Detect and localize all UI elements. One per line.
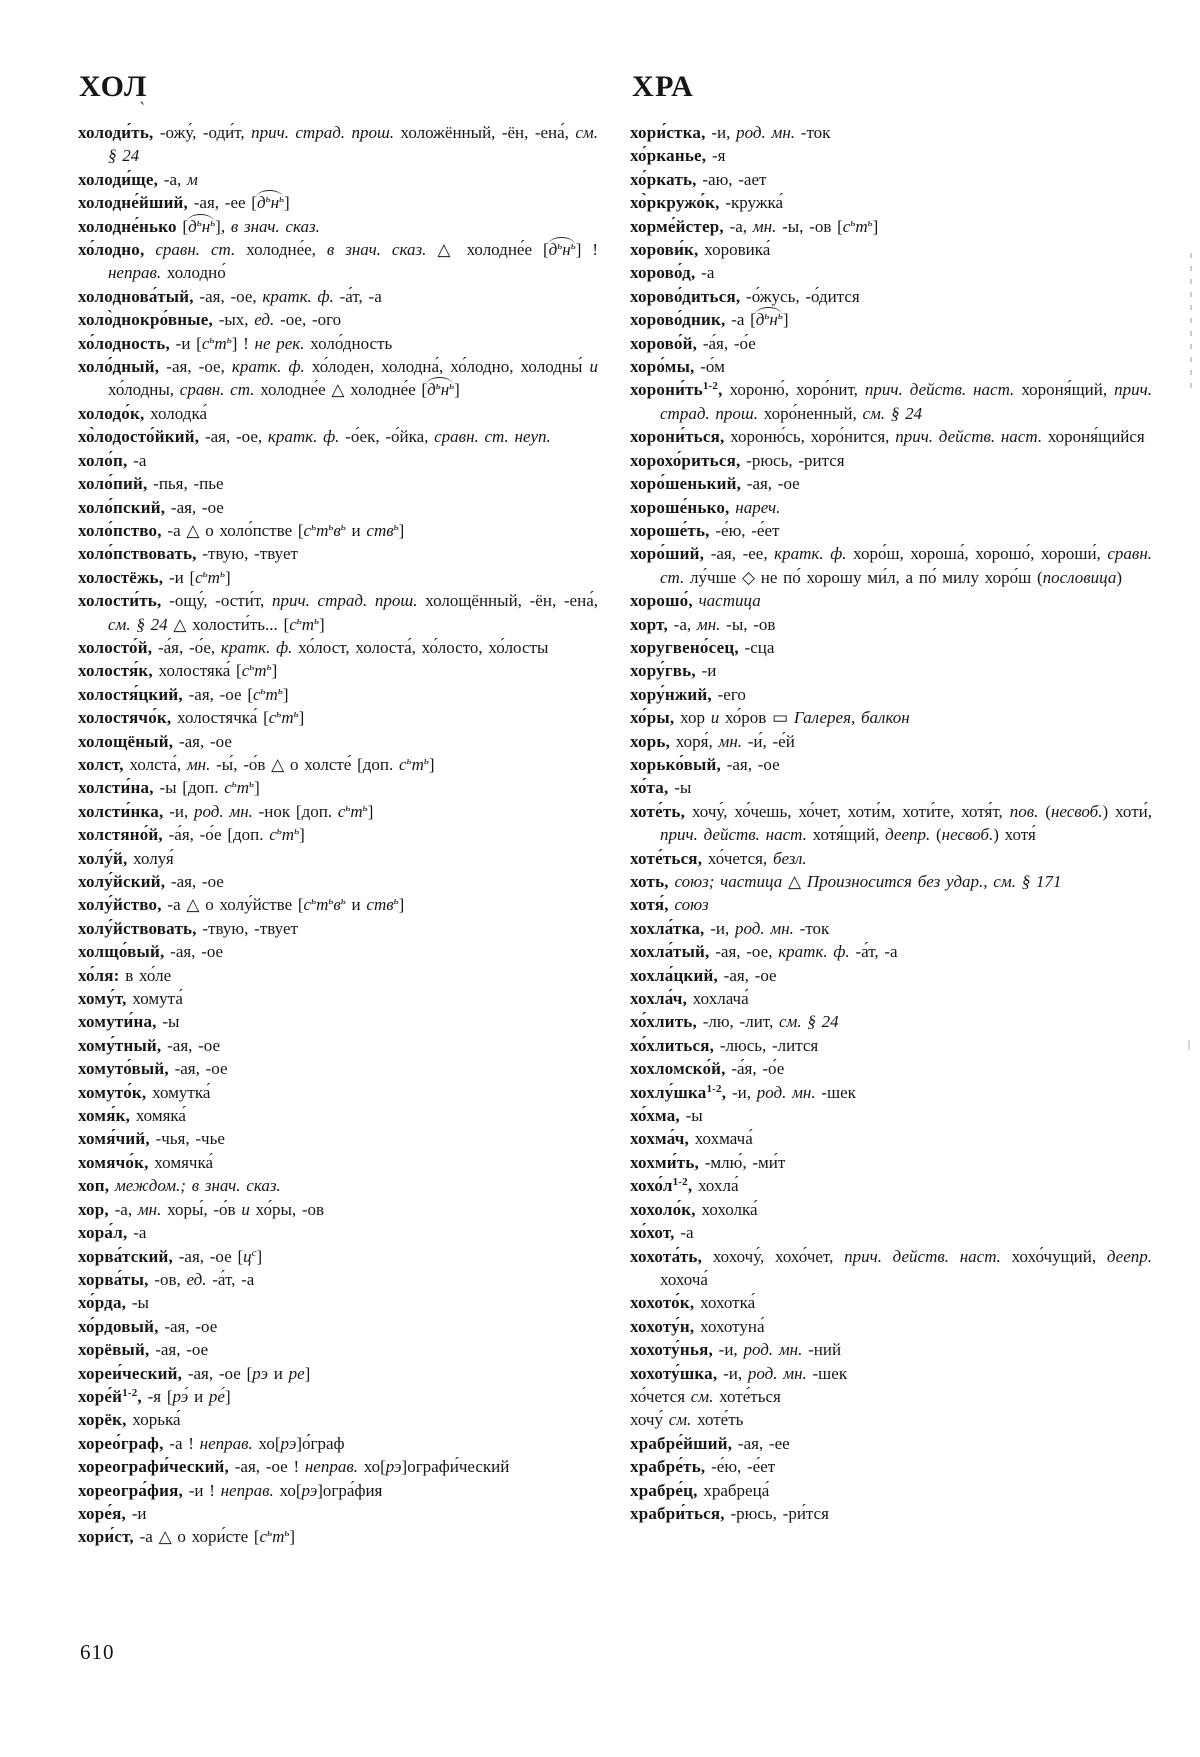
dictionary-entry: хомути́на, -ы: [78, 1012, 180, 1032]
dictionary-entry: хо́рда, -ы: [78, 1293, 149, 1313]
dictionary-entry: хохоту́нья, -и, род. мн. -ний: [630, 1340, 842, 1360]
dictionary-entry: хо́лодно, сравн. ст. холодне́е, в знач. сказ. △ холодне́е $[д^ьн^ь]$ ! неправ. холодно́: [78, 240, 599, 283]
dictionary-entry: холодне́нько $[д^ьн^ь]$, в знач. сказ.: [78, 216, 320, 236]
dictionary-entry: хомя́чий, -чья, -чье: [78, 1129, 225, 1149]
dictionary-entry: хорько́вый, -ая, -ое: [630, 754, 780, 774]
dictionary-entry: хоро́ший, -ая, -ее, кратк. ф. хоро́ш, хороша́, хорошо́, хороши́, сравн. ст. лу́чше ◇ не по́ хорошу ми́л, а по́ милу хоро́ш (пословица): [630, 544, 1152, 587]
dictionary-entry: хо́лодность, -и $[с^ьт^ь]$ ! не рек. холо́дность: [78, 333, 393, 353]
dictionary-entry: хо́та, -ы: [630, 778, 692, 798]
dictionary-entry: хорва́ты, -ов, ед. -а́т, -а: [78, 1269, 255, 1289]
dictionary-entry: холо́дный, -ая, -ое, кратк. ф. хо́лоден, холодна́, хо́лодно, холодны́ и хо́лодны, сравн. ст. холодне́е △ холодне́е $[д^ьн^ь]$: [78, 357, 598, 400]
dictionary-entry: хохота́ть, хохочу́, хохо́чет, прич. действ. наст. хохо́чущий, деепр. хохоча́: [630, 1246, 1152, 1289]
phonetic-arc: $д^ьн^ь$: [427, 380, 455, 400]
phonetic-arc: $д^ьн^ь$: [256, 193, 285, 213]
dictionary-entry: холу́йство, -а △ о холу́йстве [$с^ьт^ьв^ь$ и ств$^ь$]: [78, 895, 405, 915]
dictionary-entry: хо́ля: в хо́ле: [78, 965, 172, 985]
dictionary-entry: хохла́ч, хохлача́: [630, 989, 749, 1009]
dictionary-entry: хохла́тка, -и, род. мн. -ток: [630, 918, 830, 938]
dictionary-entry: хора́л, -а: [78, 1223, 147, 1243]
phonetic-arc: $д^ьн^ь$: [548, 240, 576, 260]
left-column: [78, 121, 598, 1549]
dictionary-entry: хо́ры, хор и хо́ров ▭ Галерея, балкон: [630, 708, 910, 728]
dictionary-entry: хому́тный, -ая, -ое: [78, 1035, 221, 1055]
dictionary-entry: хорёвый, -ая, -ое: [78, 1340, 209, 1360]
dictionary-entry: хороше́ть, -е́ю, -е́ет: [630, 520, 780, 540]
phonetic-arc: $д^ьн^ь$: [188, 216, 216, 236]
dictionary-entry: хо́ркать, -аю, -ает: [630, 169, 767, 189]
dictionary-entry: хор, -а, мн. хоры́, -о́в и хо́ры, -ов: [78, 1199, 325, 1219]
dictionary-entry: хохла́цкий, -ая, -ое: [630, 965, 777, 985]
dictionary-entry: хоро́мы, -о́м: [630, 357, 725, 377]
dictionary-entry: хорово́й, -а́я, -о́е: [630, 333, 756, 353]
dictionary-entry: хореогра́фия, -и ! неправ. хо[рэ]огра́фия: [78, 1480, 383, 1500]
right-column: [630, 121, 1152, 1525]
dictionary-entry: хорови́к, хоровика́: [630, 240, 771, 260]
dictionary-entry: хохломско́й, -а́я, -о́е: [630, 1059, 785, 1079]
dictionary-entry: хоп, междом.; в знач. сказ.: [78, 1176, 281, 1196]
dictionary-entry: храбре́ть, -е́ю, -е́ет: [630, 1457, 776, 1477]
dictionary-entry: холщо́вый, -ая, -ое: [78, 942, 224, 962]
dictionary-entry: $хохо́л^{1-2}$, хохла́: [630, 1176, 739, 1196]
dictionary-entry: хохла́тый, -ая, -ое, кратк. ф. -а́т, -а: [630, 942, 898, 962]
dictionary-entry: хохоту́н, хохотуна́: [630, 1316, 765, 1336]
dictionary-entry: хо́хма, -ы: [630, 1106, 703, 1126]
dictionary-entry: хо́хлиться, -люсь, -лится: [630, 1035, 819, 1055]
dictionary-entry: хореографи́ческий, -ая, -ое ! неправ. хо[рэ]ографи́ческий: [78, 1457, 510, 1477]
dictionary-entry: хоро́шенький, -ая, -ое: [630, 474, 800, 494]
dictionary-entry: холсти́нка, -и, род. мн. -нок [доп. $с^ьт^ь$]: [78, 801, 374, 821]
print-artifact-accent: `: [136, 98, 146, 121]
dictionary-entry: хоть, союз; частица △ Произносится без удар., см. § 171: [630, 872, 1062, 891]
dictionary-entry: хохоту́шка, -и, род. мн. -шек: [630, 1363, 848, 1383]
dictionary-entry: холодне́йший, -ая, -ее $[д^ьн^ь]$: [78, 193, 290, 213]
dictionary-entry: холу́йствовать, -твую, -твует: [78, 918, 298, 938]
dictionary-entry: холодо́к, холодка́: [78, 403, 207, 423]
dictionary-entry: хорео́граф, -а ! неправ. хо[рэ]о́граф: [78, 1433, 345, 1453]
dictionary-entry: хохлу́шка$^{1-2}$, -и, род. мн. -шек: [630, 1082, 856, 1102]
dictionary-entry: хори́ст, -а △ о хори́сте $[с^ьт^ь]$: [78, 1527, 296, 1547]
dictionary-entry: хорово́диться, -о́жусь, -о́дится: [630, 286, 860, 306]
dictionary-entry: хори́стка, -и, род. мн. -ток: [630, 123, 831, 142]
dictionary-entry: холо́п, -а: [78, 450, 147, 470]
dictionary-entry: холо̀днокро́вные, -ых, ед. -ое, -ого: [78, 310, 342, 330]
dictionary-entry: хору́гвь, -и: [630, 661, 717, 681]
scan-artifact: [1190, 253, 1192, 388]
dictionary-entry: холсти́на, -ы [доп. $с^ьт^ь$]: [78, 778, 260, 798]
dictionary-entry: хорохо́риться, -рюсь, -рится: [630, 450, 845, 470]
dictionary-entry: хорёк, хорька́: [78, 1410, 181, 1430]
page-number: 610: [80, 1640, 115, 1664]
dictionary-entry: холо́пство, -а △ о холо́пстве [$с^ьт^ьв^ь$ и ств$^ь$]: [78, 520, 405, 540]
dictionary-entry: хо̀ркружо́к, -кружка́: [630, 193, 784, 213]
dictionary-entry: хору́нжий, -его: [630, 684, 746, 704]
dictionary-entry: хочу́ см. хоте́ть: [630, 1410, 744, 1430]
dictionary-entry: холу́йский, -ая, -ое: [78, 872, 224, 891]
dictionary-entry: хорово́дник, -а $[д^ьн^ь]$: [630, 310, 789, 330]
dictionary-entry: холостёжь, -и $[с^ьт^ь]$: [78, 567, 231, 587]
dictionary-entry: хорме́йстер, -а, мн. -ы, -ов $[с^ьт^ь]$: [630, 216, 879, 236]
dictionary-entry: холостя́цкий, -ая, -ое $[с^ьт^ь]$: [78, 684, 289, 704]
dictionary-entry: хохото́к, хохотка́: [630, 1293, 756, 1313]
dictionary-entry: хорошо́, частица: [630, 591, 761, 611]
dictionary-entry: храбри́ться, -рюсь, -ри́тся: [630, 1503, 829, 1523]
dictionary-entry: хорово́д, -а: [630, 263, 715, 283]
dictionary-entry: холстяно́й, -а́я, -о́е [доп. $с^ьт^ь$]: [78, 825, 305, 845]
dictionary-entry: храбре́йший, -ая, -ее: [630, 1433, 790, 1453]
dictionary-entry: хорва́тский, -ая, -ое $[ц^с]$: [78, 1246, 263, 1266]
dictionary-entry: хорт, -а, мн. -ы, -ов: [630, 614, 776, 634]
scan-artifact: [1188, 1040, 1190, 1050]
dictionary-entry: холоди́ть, -ожу́, -оди́т, прич. страд. прош. холожённый, -ён, -ена́, см. § 24: [78, 123, 598, 166]
dictionary-entry: холости́ть, -ощу́, -ости́т, прич. страд. прош. холощённый, -ён, -ена́, см. § 24 △ холости́ть... $[с^ьт^ь]$: [78, 591, 598, 634]
dictionary-entry: хоте́ться, хо́чется, безл.: [630, 848, 807, 868]
dictionary-entry: хорь, хоря́, мн. -и́, -е́й: [630, 731, 795, 751]
dictionary-entry: хомя́к, хомяка́: [78, 1106, 186, 1126]
dictionary-entry: холоднова́тый, -ая, -ое, кратк. ф. -а́т, -а: [78, 286, 382, 306]
dictionary-entry: хорони́ться, хороню́сь, хоро́нится, прич. действ. наст. хороня́щийся: [630, 427, 1145, 447]
dictionary-entry: хо́хот, -а: [630, 1223, 694, 1243]
dictionary-entry: холо́пский, -ая, -ое: [78, 497, 224, 517]
dictionary-entry: хохми́ть, -млю́, -ми́т: [630, 1152, 786, 1172]
dictionary-entry: хо́чется см. хоте́ться: [630, 1386, 781, 1406]
dictionary-entry: холо́пствовать, -твую, -твует: [78, 544, 298, 564]
phonetic-arc: $д^ьн^ь$: [755, 310, 783, 330]
dictionary-entry: холст, холста́, мн. -ы́, -о́в △ о холсте́ [доп. $с^ьт^ь$]: [78, 754, 435, 774]
dictionary-entry: холо́пий, -пья, -пье: [78, 474, 224, 494]
dictionary-entry: хоругвено́сец, -сца: [630, 637, 775, 657]
dictionary-entry: $хоре́й^{1-2}$, -я [рэ́ и ре́]: [78, 1386, 231, 1406]
running-head-right: ХРА: [632, 70, 695, 103]
dictionary-entry: холу́й, холуя́: [78, 848, 174, 868]
dictionary-entry: хо́рканье, -я: [630, 146, 726, 166]
dictionary-entry: хо́рдовый, -ая, -ое: [78, 1316, 218, 1336]
dictionary-entry: хотя́, союз: [630, 895, 709, 915]
dictionary-entry: хореи́ческий, -ая, -ое [рэ и ре]: [78, 1363, 311, 1383]
dictionary-entry: хомуто́к, хомутка́: [78, 1082, 211, 1102]
dictionary-entry: хохма́ч, хохмача́: [630, 1129, 753, 1149]
dictionary-entry: хороше́нько, нареч.: [630, 497, 781, 517]
dictionary-entry: хомячо́к, хомячка́: [78, 1152, 213, 1172]
dictionary-entry: хохоло́к, хохолка́: [630, 1199, 758, 1219]
dictionary-entry: холосто́й, -а́я, -о́е, кратк. ф. хо́лост, холоста́, хо́лосто, хо́лосты: [78, 637, 549, 657]
dictionary-entry: холощёный, -ая, -ое: [78, 731, 232, 751]
dictionary-entry: хомуто́вый, -ая, -ое: [78, 1059, 228, 1079]
dictionary-entry: хоре́я, -и: [78, 1503, 147, 1523]
dictionary-entry: хому́т, хомута́: [78, 989, 183, 1009]
running-head-left: ХОЛ: [79, 70, 148, 103]
dictionary-entry: $хорони́ть^{1-2}$, хороню́, хоро́нит, прич. действ. наст. хороня́щий, прич. страд. прош. хоро́ненный, см. § 24: [630, 380, 1152, 423]
dictionary-entry: холоди́ще, -а, м: [78, 169, 198, 189]
dictionary-entry: хо̀лодосто́йкий, -ая, -ое, кратк. ф. -о́ек, -о́йка, сравн. ст. неуп.: [78, 427, 551, 447]
dictionary-entry: холостячо́к, холостячка́ $[с^ьт^ь]$: [78, 708, 305, 728]
dictionary-entry: холостя́к, холостяка́ $[с^ьт^ь]$: [78, 661, 278, 681]
dictionary-entry: храбре́ц, храбреца́: [630, 1480, 770, 1500]
dictionary-entry: хо́хлить, -лю, -лит, см. § 24: [630, 1012, 839, 1032]
dictionary-entry: хоте́ть, хочу́, хо́чешь, хо́чет, хоти́м, хоти́те, хотя́т, пов. (несвоб.) хоти́, прич. действ. наст. хотя́щий, деепр. (несвоб.) хотя́: [630, 801, 1152, 845]
